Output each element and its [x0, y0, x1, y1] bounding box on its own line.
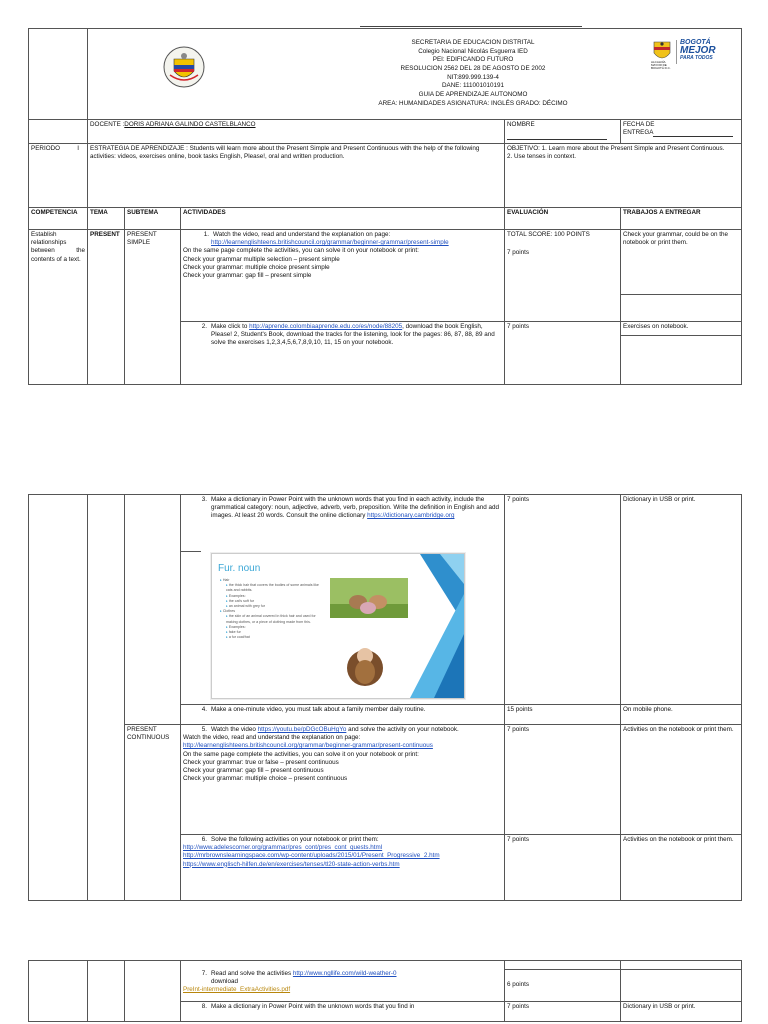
p2-subtema-blank	[125, 495, 181, 725]
header-text	[278, 29, 668, 109]
activity-1-line-2: Check your grammar multiple selection – present simple	[183, 255, 340, 263]
header-line-7: GUIA DE APRENDIZAJE AUTONOMO	[418, 91, 528, 99]
nombre-blank	[507, 133, 607, 140]
slide-title: Fur. noun	[218, 563, 261, 574]
nombre-cell	[505, 120, 621, 144]
logo-line-mejor: MEJOR	[680, 45, 716, 56]
estrategia-cell	[88, 144, 505, 208]
eval-1-cell	[505, 230, 621, 322]
col-actividades: ACTIVIDADES	[181, 208, 505, 230]
activity-2-text: , download the book English, Please! 2, Student's Book, download the tracks for the listening, look for the pages: 86, 87, 88, 89 and solve the exercises 1,2,3,4,5,6,7,8,9,10, 11, 15 on your notebook.	[211, 323, 495, 347]
guide-table-page2	[28, 494, 742, 901]
header-line-2: Colegio Nacional Nicolás Esguerra IED	[418, 47, 528, 55]
activity-3-text: Make a dictionary in Power Point with the unknown words that you find in each activity, include the grammatical category: noun, adjective, adverb, verb, preposition. Write the definition in English and add images. At least 20 words. Consult the online dictionary	[211, 496, 499, 520]
activity-8	[181, 1002, 505, 1022]
eval-3-cell: 7 points	[505, 495, 621, 705]
slide-bullet-8: ▸ fake fur	[226, 630, 241, 635]
activity-1-link[interactable]: http://learnenglishteens.britishcouncil.org/grammar/beginner-grammar/present-simple	[211, 239, 449, 247]
school-header	[88, 29, 742, 120]
activity-3-divider	[181, 551, 201, 552]
bogota-logo	[651, 39, 742, 69]
activity-6-num: 6.	[201, 836, 207, 843]
header-line-5: NIT:899.999.139-4	[447, 73, 499, 81]
trabajos-6-cell: Activities on the notebook or print them.	[621, 835, 742, 901]
slide-bullet-2: ▸ Examples:	[226, 593, 246, 598]
trabajos-1-blank	[621, 295, 742, 322]
col-tema: TEMA	[88, 208, 125, 230]
slide-bullet-7: ▸ Examples:	[226, 624, 246, 629]
activity-5-video-link[interactable]: https://youtu.be/pDGcOBuHgYo	[257, 726, 347, 733]
header-line-4: RESOLUCION 2562 DEL 28 DE AGOSTO DE 2002	[400, 65, 546, 73]
slide-bullet-1: ▸ the thick hair that covers the bodies of some animals like cats and rabbits.	[226, 583, 319, 593]
trabajos-2-cell	[621, 322, 742, 385]
header-line-6: DANE: 111001010191	[441, 82, 505, 90]
activity-7-num: 7.	[201, 970, 207, 977]
competencia-cell: Establish relationships between the contents of a text.	[29, 230, 88, 385]
activity-4	[181, 705, 505, 725]
guide-table-page3	[28, 960, 742, 1022]
activity-3	[181, 495, 505, 705]
col-trabajos: TRABAJOS A ENTREGAR	[621, 208, 742, 230]
eval-7-cell: 6 points	[505, 970, 621, 1002]
slide-decoration-icon	[400, 554, 464, 698]
docente-blank-cell	[29, 120, 88, 144]
p3-trab-top	[621, 961, 742, 970]
periodo-value: I	[77, 145, 79, 152]
activity-4-text: Make a one-minute video, you must talk about a family member daily routine.	[211, 706, 426, 713]
slide-bullet-6: ▸ the skin of an animal covered in thick hair and used for making clothes, or a piece of clothing made from this.	[226, 614, 316, 624]
objetivo-cell	[505, 144, 742, 208]
activity-5-line-3: Check your grammar: gap fill – present continuous	[183, 766, 324, 774]
slide-bullet-5: ▸ Clothes	[220, 609, 235, 614]
slide-bullets	[220, 578, 320, 640]
activity-5-link[interactable]: http://learnenglishteens.britishcouncil.org/grammar/beginner-grammar/present-continuous	[183, 742, 433, 750]
activity-5-line-0: Watch the video, read and understand the explanation on page:	[183, 734, 361, 742]
fecha-blank	[653, 130, 733, 137]
trabajos-1-cell: Check your grammar, could be on the notebook or print them.	[621, 230, 742, 295]
docente-name: DORIS ADRIANA GALINDO CASTELBLANCO	[124, 121, 256, 128]
activity-5	[181, 725, 505, 835]
periodo-cell	[29, 144, 88, 208]
p2-tema-blank	[88, 495, 125, 901]
col-evaluacion: EVALUACIÓN	[505, 208, 621, 230]
alcaldia-text: ALCALDÍA MAYOR DE BOGOTÁ D.C.	[651, 60, 671, 70]
p3-eval-top	[505, 961, 621, 970]
objetivo-line-1: OBJETIVO: 1. Learn more about the Present Simple and Present Continuous.	[507, 145, 725, 152]
p3-subtema-blank	[125, 961, 181, 1022]
nombre-label: NOMBRE	[507, 121, 535, 128]
school-crest-icon	[162, 45, 206, 89]
col-competencia: COMPETENCIA	[29, 208, 88, 230]
activity-7-post: download	[211, 978, 238, 986]
eval-5-cell: 7 points	[505, 725, 621, 835]
activity-6-text: Solve the following activities on your notebook or print them:	[211, 836, 379, 843]
activity-5-line-1: On the same page complete the activities, you can solve it on your notebook or print:	[183, 750, 419, 758]
activity-7-pre: Read and solve the activities	[211, 970, 292, 977]
p3-tema-blank	[88, 961, 125, 1022]
activity-4-num: 4.	[201, 706, 207, 713]
activity-7-link[interactable]: http://www.ngllife.com/wild-weather-0	[292, 970, 397, 977]
eval-2-cell: 7 points	[505, 322, 621, 385]
logo-line-para-todos: PARA TODOS	[680, 55, 713, 61]
fur-coat-photo-icon	[338, 638, 392, 690]
eval-1-total: TOTAL SCORE: 100 POINTS	[507, 231, 590, 238]
activity-6-link-2[interactable]: http://mrbrownslearningspace.com/wp-content/uploads/2015/01/Present_Progressive_2.htm	[183, 852, 440, 860]
activity-7	[181, 961, 505, 1002]
top-rule	[360, 26, 582, 27]
activity-6	[181, 835, 505, 901]
estrategia-text: ESTRATEGIA DE APRENDIZAJE : Students will learn more about the Present Simple and Present Continuous with the help of the following activities: videos, exercises online, book tasks English, Please!, oral and written production.	[90, 145, 480, 161]
activity-5-pre: Watch the video	[211, 726, 256, 733]
eval-1-points: 7 points	[507, 249, 530, 257]
logo-divider	[676, 40, 677, 64]
activity-8-num: 8.	[201, 1003, 207, 1010]
eval-6-cell: 7 points	[505, 835, 621, 901]
activity-6-link-3[interactable]: https://www.englisch-hilfen.de/en/exercises/tenses/tl20-state-action-verbs.htm	[183, 860, 400, 868]
activity-1-line-1: On the same page complete the activities, you can solve it on your notebook or print:	[183, 247, 419, 255]
fecha-label-1: FECHA DE	[623, 121, 655, 128]
objetivo-line-2: 2. Use tenses in context.	[507, 153, 576, 161]
periodo-label: PERIODO	[31, 145, 61, 152]
subtema-simple-cell: PRESENT SIMPLE	[125, 230, 181, 385]
p2-competencia-blank	[29, 495, 88, 901]
trabajos-5-cell: Activities on the notebook or print them.	[621, 725, 742, 835]
docente-cell	[88, 120, 505, 144]
activity-2	[181, 322, 505, 385]
dictionary-slide-example	[211, 553, 465, 699]
eval-4-cell: 15 points	[505, 705, 621, 725]
fecha-label-2: ENTREGA	[623, 129, 654, 137]
p3-competencia-blank	[29, 961, 88, 1022]
activity-3-num: 3.	[201, 496, 207, 503]
activity-5-line-2: Check your grammar: true or false – present continuous	[183, 758, 339, 766]
rabbits-photo-icon	[330, 578, 408, 618]
header-blank-cell	[29, 29, 88, 120]
activity-1-line-4: Check your grammar: gap fill – present simple	[183, 271, 312, 279]
slide-bullet-4: ▸ an animal with grey fur	[226, 604, 265, 609]
trabajos-8-cell: Dictionary in USB or print.	[621, 1002, 742, 1022]
col-subtema: SUBTEMA	[125, 208, 181, 230]
header-line-1: SECRETARIA DE EDUCACION DISTRITAL	[411, 39, 535, 46]
activity-2-num: 2.	[201, 323, 207, 330]
trabajos-2-text: Exercises on notebook.	[621, 322, 741, 336]
activity-1-line-3: Check your grammar: multiple choice present simple	[183, 263, 330, 271]
activity-1-num: 1.	[203, 231, 209, 238]
eval-8-cell: 7 points	[505, 1002, 621, 1022]
activity-8-text: Make a dictionary in Power Point with the unknown words that you find in	[211, 1003, 415, 1010]
fecha-cell	[621, 120, 742, 144]
logo-line-bogota: BOGOTÁ	[680, 39, 711, 46]
subtema-continuous-cell: PRESENT CONTINUOUS	[125, 725, 181, 901]
activity-5-num: 5.	[201, 726, 207, 733]
trabajos-7-cell	[621, 970, 742, 1002]
trabajos-3-cell: Dictionary in USB or print.	[621, 495, 742, 705]
header-line-3: PEI: EDIFICANDO FUTURO	[432, 56, 514, 64]
activity-2-pre: Make click to	[211, 323, 248, 330]
activity-1-text: Watch the video, read and understand the explanation on page:	[213, 231, 391, 238]
header-line-8: AREA: HUMANIDADES ASIGNATURA: INGLÉS GRADO: DÉCIMO	[378, 99, 568, 107]
activity-5-post: and solve the activity on your notebook.	[348, 726, 459, 733]
slide-bullet-0: ▸ Hair	[220, 578, 230, 582]
activity-5-line-4: Check your grammar: multiple choice – present continuous	[183, 775, 348, 783]
activity-3-link[interactable]: https://dictionary.cambridge.org	[367, 512, 455, 520]
docente-label: DOCENTE :	[90, 121, 125, 128]
activity-7-file-link[interactable]: PreInt-intermediate_ExtraActivities.pdf	[183, 986, 291, 994]
slide-bullet-9: ▸ a fur coat/hat	[226, 635, 250, 640]
activity-2-link[interactable]: http://aprende.colombiaaprende.edu.co/es/node/88205	[249, 323, 403, 330]
slide-bullet-3: ▸ the cat's soft fur	[226, 598, 255, 603]
tema-cell: PRESENT	[88, 230, 125, 385]
trabajos-4-cell: On mobile phone.	[621, 705, 742, 725]
guide-table-page1	[28, 28, 742, 385]
activity-6-link-1[interactable]: http://www.adelescorner.org/grammar/pres_cont/pres_cont_quests.html	[183, 844, 383, 852]
activity-1	[181, 230, 505, 322]
